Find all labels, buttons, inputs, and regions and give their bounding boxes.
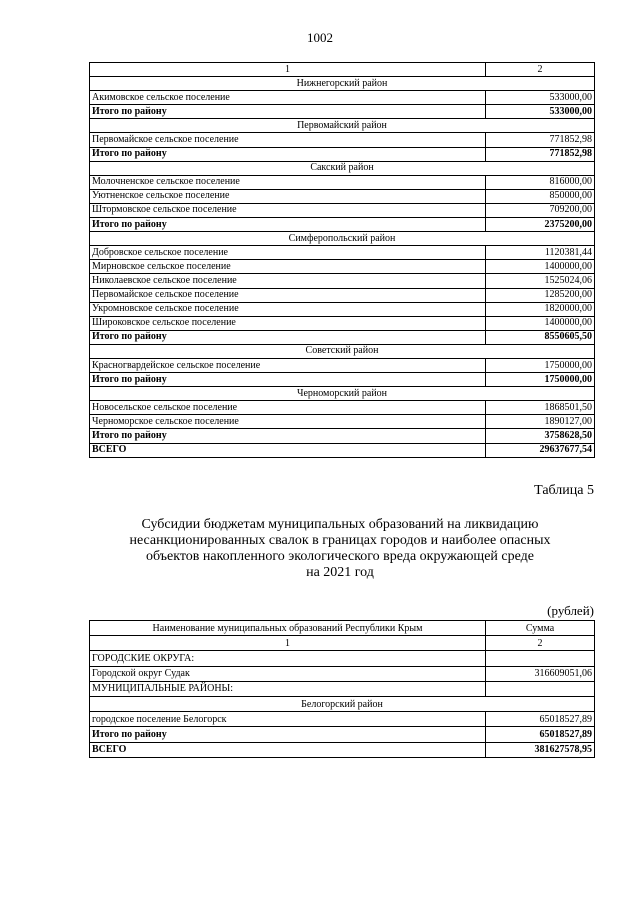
amount-value: 816000,00 <box>486 175 595 189</box>
amount-value: 381627578,95 <box>486 742 595 757</box>
municipality-name: Штормовское сельское поселение <box>90 203 486 217</box>
municipality-name: Новосельское сельское поселение <box>90 401 486 415</box>
amount-value: 1400000,00 <box>486 260 595 274</box>
table-row <box>90 666 595 681</box>
district-name: Первомайский район <box>90 119 595 133</box>
municipality-name: Мирновское сельское поселение <box>90 260 486 274</box>
amount-value: 709200,00 <box>486 203 595 217</box>
municipality-name: МУНИЦИПАЛЬНЫЕ РАЙОНЫ: <box>90 681 486 696</box>
amount-value: 1120381,44 <box>486 246 595 260</box>
column-number-2: 2 <box>486 63 595 77</box>
district-header-row <box>90 696 595 711</box>
units-label: (рублей) <box>547 603 594 618</box>
municipality-name: Итого по району <box>90 373 486 387</box>
amount-value: 771852,98 <box>486 133 595 147</box>
table-row <box>90 651 595 666</box>
column-number-1: 1 <box>90 636 486 651</box>
landfill-subsidy-table <box>89 620 595 758</box>
total-row <box>90 429 595 443</box>
table-row <box>90 91 595 105</box>
title-line: объектов накопленного экологического вреда окружающей среде <box>145 549 534 564</box>
amount-value: 316609051,06 <box>486 666 595 681</box>
amount-value <box>486 681 595 696</box>
district-header-row <box>90 387 595 401</box>
municipality-name: Николаевское сельское поселение <box>90 274 486 288</box>
municipality-name: Красногвардейское сельское поселение <box>90 358 486 372</box>
column-header-sum: Сумма <box>486 621 595 636</box>
amount-value: 65018527,89 <box>486 712 595 727</box>
district-name: Сакский район <box>90 161 595 175</box>
total-row <box>90 443 595 457</box>
district-name: Белогорский район <box>90 696 595 711</box>
table-label: Таблица 5 <box>534 483 594 498</box>
amount-value: 3758628,50 <box>486 429 595 443</box>
amount-value: 1890127,00 <box>486 415 595 429</box>
municipality-name: Итого по району <box>90 218 486 232</box>
municipality-name: Широковское сельское поселение <box>90 316 486 330</box>
amount-value: 8550605,50 <box>486 330 595 344</box>
table-row <box>90 316 595 330</box>
table-row <box>90 203 595 217</box>
municipality-name: Акимовское сельское поселение <box>90 91 486 105</box>
municipality-name: Итого по району <box>90 429 486 443</box>
municipality-name: городское поселение Белогорск <box>90 712 486 727</box>
amount-value: 1820000,00 <box>486 302 595 316</box>
municipality-name: ГОРОДСКИЕ ОКРУГА: <box>90 651 486 666</box>
municipality-name: ВСЕГО <box>90 742 486 757</box>
table-row <box>90 288 595 302</box>
table-header-row <box>90 63 595 77</box>
total-row <box>90 105 595 119</box>
municipality-name: ВСЕГО <box>90 443 486 457</box>
table-subheader-row <box>90 636 595 651</box>
district-name: Черноморский район <box>90 387 595 401</box>
total-row <box>90 218 595 232</box>
amount-value <box>486 651 595 666</box>
amount-value: 533000,00 <box>486 91 595 105</box>
title-line: несанкционированных свалок в границах городов и наиболее опасных <box>129 533 551 548</box>
municipality-name: Молочненское сельское поселение <box>90 175 486 189</box>
municipality-name: Итого по району <box>90 105 486 119</box>
district-name: Нижнегорский район <box>90 77 595 91</box>
table-row <box>90 274 595 288</box>
table-row <box>90 246 595 260</box>
amount-value: 1750000,00 <box>486 358 595 372</box>
column-number-1: 1 <box>90 63 486 77</box>
table-row <box>90 133 595 147</box>
district-subsidy-table <box>89 62 595 458</box>
table-row <box>90 358 595 372</box>
amount-value: 29637677,54 <box>486 443 595 457</box>
table-row <box>90 189 595 203</box>
table-title <box>100 517 580 581</box>
municipality-name: Черноморское сельское поселение <box>90 415 486 429</box>
total-row <box>90 742 595 757</box>
amount-value: 850000,00 <box>486 189 595 203</box>
district-header-row <box>90 119 595 133</box>
district-header-row <box>90 77 595 91</box>
table-row <box>90 415 595 429</box>
amount-value: 533000,00 <box>486 105 595 119</box>
amount-value: 771852,98 <box>486 147 595 161</box>
table-row <box>90 401 595 415</box>
district-name: Симферопольский район <box>90 232 595 246</box>
table-row <box>90 302 595 316</box>
district-header-row <box>90 161 595 175</box>
page-number: 1002 <box>307 30 333 45</box>
column-header-name: Наименование муниципальных образований Республики Крым <box>90 621 486 636</box>
table-row <box>90 175 595 189</box>
amount-value: 1285200,00 <box>486 288 595 302</box>
amount-value: 65018527,89 <box>486 727 595 742</box>
municipality-name: Городской округ Судак <box>90 666 486 681</box>
municipality-name: Добровское сельское поселение <box>90 246 486 260</box>
column-number-2: 2 <box>486 636 595 651</box>
amount-value: 1750000,00 <box>486 373 595 387</box>
amount-value: 1525024,06 <box>486 274 595 288</box>
municipality-name: Итого по району <box>90 147 486 161</box>
municipality-name: Первомайское сельское поселение <box>90 288 486 302</box>
district-header-row <box>90 344 595 358</box>
table-header-row <box>90 621 595 636</box>
table-row <box>90 260 595 274</box>
table-row <box>90 681 595 696</box>
title-line: Субсидии бюджетам муниципальных образований на ликвидацию <box>141 517 539 532</box>
municipality-name: Итого по району <box>90 727 486 742</box>
amount-value: 1400000,00 <box>486 316 595 330</box>
municipality-name: Итого по району <box>90 330 486 344</box>
total-row <box>90 330 595 344</box>
total-row <box>90 373 595 387</box>
table-row <box>90 712 595 727</box>
municipality-name: Укромновское сельское поселение <box>90 302 486 316</box>
amount-value: 1868501,50 <box>486 401 595 415</box>
district-name: Советский район <box>90 344 595 358</box>
municipality-name: Первомайское сельское поселение <box>90 133 486 147</box>
title-line: на 2021 год <box>306 565 374 580</box>
total-row <box>90 727 595 742</box>
total-row <box>90 147 595 161</box>
district-header-row <box>90 232 595 246</box>
amount-value: 2375200,00 <box>486 218 595 232</box>
municipality-name: Уютненское сельское поселение <box>90 189 486 203</box>
